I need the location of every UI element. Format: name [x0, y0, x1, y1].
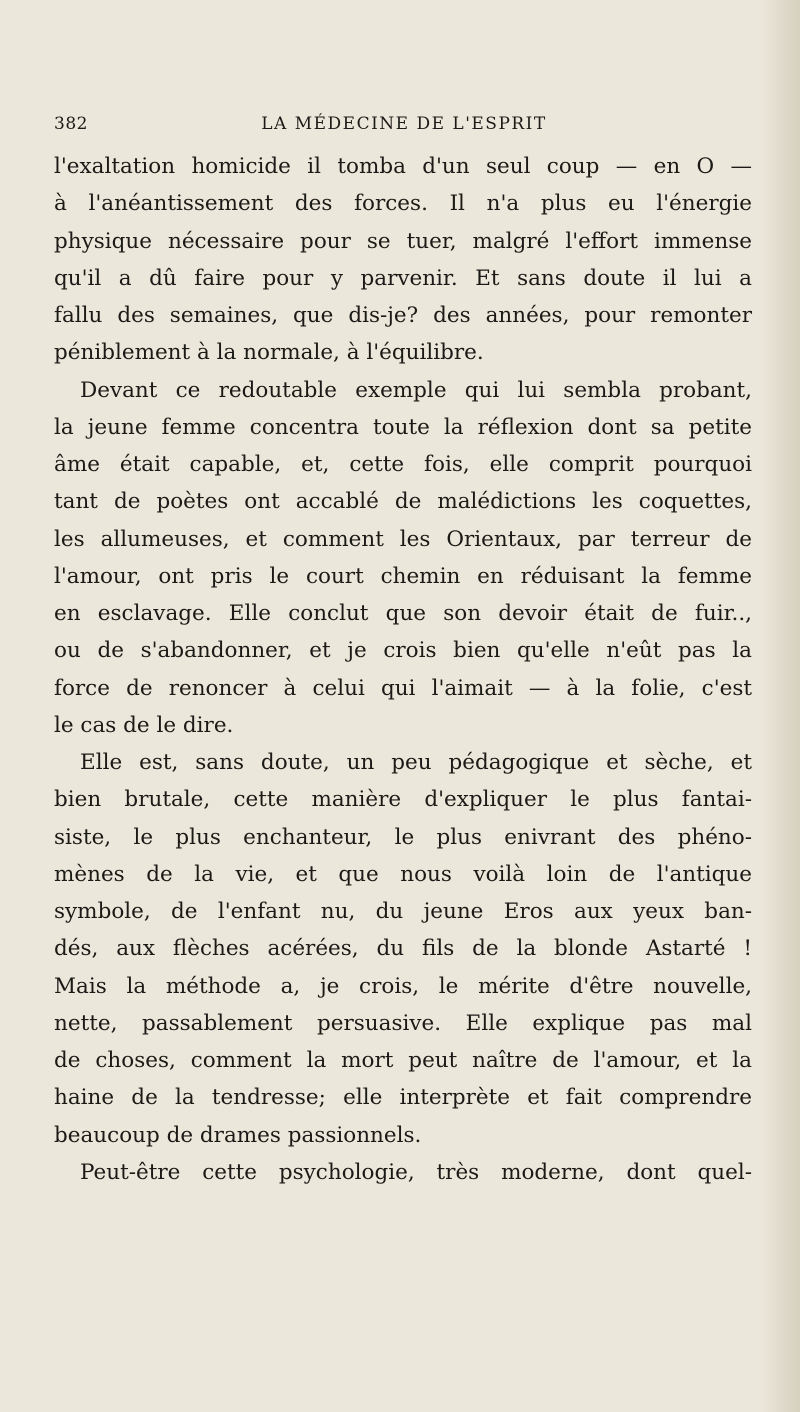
- text-line: péniblement à la normale, à l'équilibre.: [54, 340, 484, 366]
- text-line: les allumeuses, et comment les Orientaux, par terreur de: [54, 526, 752, 552]
- text-line: tant de poètes ont accablé de malédictions les coquettes,: [54, 489, 752, 515]
- text-line: en esclavage. Elle conclut que son devoir était de fuir..,: [54, 601, 752, 626]
- text-line: nette, passablement persuasive. Elle explique pas mal: [54, 1010, 752, 1036]
- text-line: siste, le plus enchanteur, le plus enivrant des phéno-: [54, 824, 752, 850]
- text-line: Mais la méthode a, je crois, le mérite d'être nouvelle,: [54, 973, 752, 999]
- page-header: [54, 114, 754, 144]
- text-line: Peut-être cette psychologie, très moderne, dont quel-: [80, 1159, 752, 1185]
- text-line: symbole, de l'enfant nu, du jeune Eros aux yeux ban-: [54, 899, 752, 924]
- text-line: haine de la tendresse; elle interprète et fait comprendre: [54, 1085, 752, 1111]
- text-line: bien brutale, cette manière d'expliquer le plus fantai-: [54, 787, 752, 813]
- text-line: dés, aux flèches acérées, du fils de la blonde Astarté !: [54, 936, 752, 962]
- text-line: Elle est, sans doute, un peu pédagogique et sèche, et: [80, 750, 752, 775]
- text-line: de choses, comment la mort peut naître de l'amour, et la: [54, 1048, 752, 1073]
- text-line: l'exaltation homicide il tomba d'un seul coup — en O —: [54, 154, 752, 179]
- text-line: ou de s'abandonner, et je crois bien qu'elle n'eût pas la: [54, 638, 752, 664]
- text-line: physique nécessaire pour se tuer, malgré l'effort immense: [54, 228, 752, 254]
- text-line: la jeune femme concentra toute la réflexion dont sa petite: [54, 414, 752, 440]
- text-line: âme était capable, et, cette fois, elle comprit pourquoi: [54, 452, 752, 477]
- running-title: LA MÉDECINE DE L'ESPRIT: [261, 114, 547, 134]
- scan-edge-shadow: [760, 0, 800, 1412]
- text-line: l'amour, ont pris le court chemin en réduisant la femme: [54, 563, 752, 589]
- text-line: mènes de la vie, et que nous voilà loin de l'antique: [54, 861, 752, 887]
- text-line: fallu des semaines, que dis-je? des années, pour remonter: [54, 303, 752, 328]
- text-line: beaucoup de drames passionnels.: [54, 1122, 422, 1148]
- body-text: [54, 148, 752, 1191]
- text-line: à l'anéantissement des forces. Il n'a plus eu l'énergie: [54, 191, 752, 217]
- text-line: qu'il a dû faire pour y parvenir. Et sans doute il lui a: [54, 265, 752, 291]
- text-line: le cas de le dire.: [54, 712, 234, 738]
- page-number: 382: [54, 114, 88, 134]
- text-line: force de renoncer à celui qui l'aimait — à la folie, c'est: [54, 675, 752, 701]
- text-line: Devant ce redoutable exemple qui lui sembla probant,: [80, 377, 752, 403]
